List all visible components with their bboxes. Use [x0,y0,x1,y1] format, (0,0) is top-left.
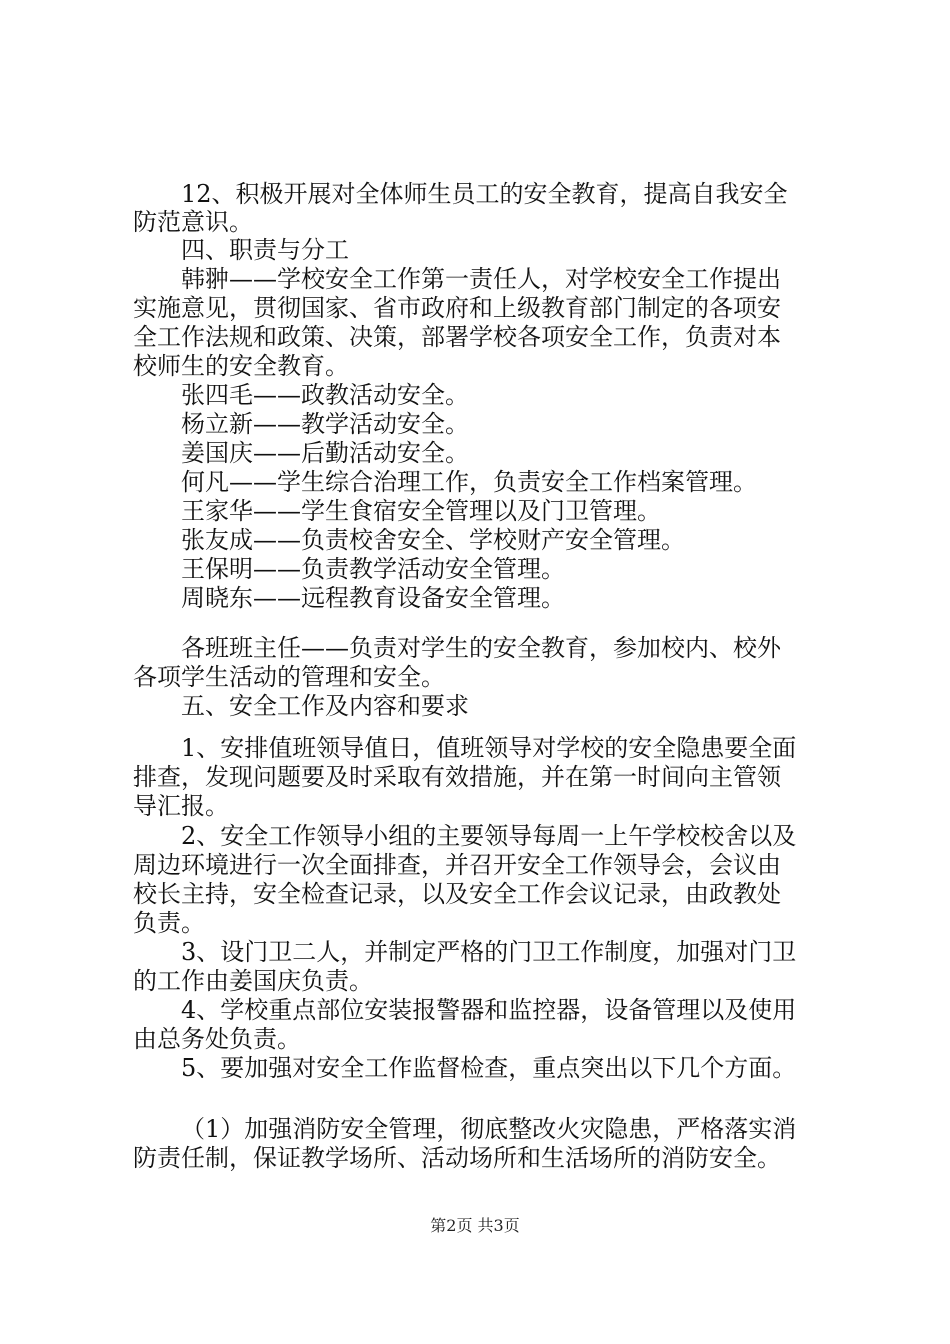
text-line: 周边环境进行一次全面排查，并召开安全工作领导会，会议由 [133,851,781,879]
text-line: 姜国庆——后勤活动安全。 [181,439,469,467]
text-line: 排查，发现问题要及时采取有效措施，并在第一时间向主管领 [133,763,781,791]
text-line: 4、学校重点部位安装报警器和监控器，设备管理以及使用 [181,996,797,1024]
text-line: 何凡——学生综合治理工作，负责安全工作档案管理。 [181,468,757,496]
text-line: 张四毛——政教活动安全。 [181,381,469,409]
text-line: 全工作法规和政策、决策，部署学校各项安全工作，负责对本 [133,323,781,351]
text-line: 导汇报。 [133,792,229,820]
text-line: 周晓东——远程教育设备安全管理。 [181,584,565,612]
text-line: 负责。 [133,909,205,937]
text-line: 各项学生活动的管理和安全。 [133,663,445,691]
page-number: 第2页 共3页 [430,1216,520,1235]
text-line: （1）加强消防安全管理，彻底整改火灾隐患，严格落实消 [181,1115,797,1143]
text-line: 2、安全工作领导小组的主要领导每周一上午学校校舍以及 [181,822,797,850]
text-line: 校长主持，安全检查记录，以及安全工作会议记录，由政教处 [133,880,781,908]
section-heading: 四、职责与分工 [181,236,349,264]
text-line: 由总务处负责。 [133,1025,301,1053]
text-line: 5、要加强对安全工作监督检查，重点突出以下几个方面。 [181,1054,797,1082]
text-line: 1、安排值班领导值日，值班领导对学校的安全隐患要全面 [181,734,797,762]
text-line: 的工作由姜国庆负责。 [133,967,373,995]
text-line: 各班班主任——负责对学生的安全教育，参加校内、校外 [181,634,781,662]
text-line: 12、积极开展对全体师生员工的安全教育，提高自我安全 [181,180,788,208]
text-line: 杨立新——教学活动安全。 [181,410,469,438]
section-heading: 五、安全工作及内容和要求 [181,692,469,720]
text-line: 张友成——负责校舍安全、学校财产安全管理。 [181,526,685,554]
text-line: 王家华——学生食宿安全管理以及门卫管理。 [181,497,661,525]
text-line: 韩翀——学校安全工作第一责任人，对学校安全工作提出 [181,265,781,293]
text-line: 防责任制，保证教学场所、活动场所和生活场所的消防安全。 [133,1144,781,1172]
text-line: 校师生的安全教育。 [133,352,349,380]
text-line: 王保明——负责教学活动安全管理。 [181,555,565,583]
text-line: 实施意见，贯彻国家、省市政府和上级教育部门制定的各项安 [133,294,781,322]
text-line: 防范意识。 [133,208,253,236]
text-line: 3、设门卫二人，并制定严格的门卫工作制度，加强对门卫 [181,938,797,966]
